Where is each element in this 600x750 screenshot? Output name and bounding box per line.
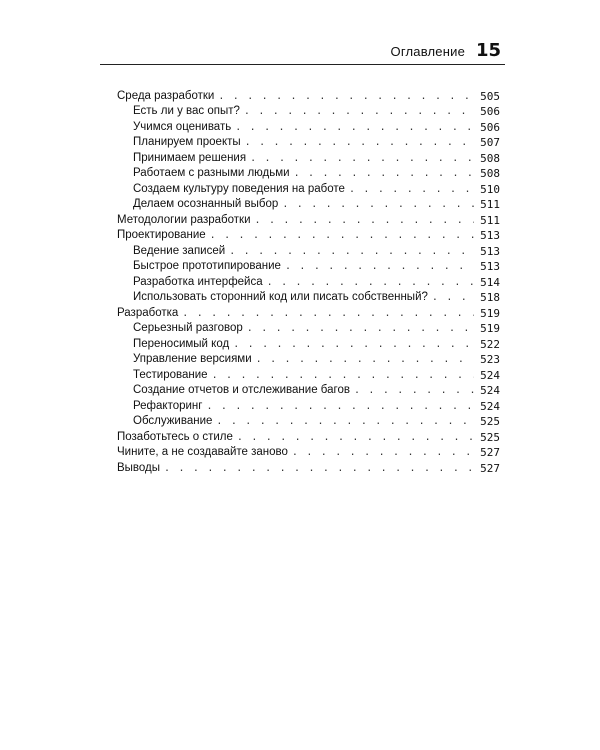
toc-entry-page: 519	[480, 306, 500, 320]
toc-dot-leader	[267, 275, 474, 290]
toc-entry-title: Рефакторинг	[133, 399, 203, 412]
running-header-title: Оглавление	[390, 44, 465, 59]
toc-dot-leader	[206, 399, 474, 414]
toc-entry-title: Планируем проекты	[133, 136, 241, 148]
toc-entry-page: 508	[480, 167, 500, 180]
toc-entry[interactable]	[117, 259, 500, 275]
toc-dot-leader	[218, 89, 474, 104]
toc-dot-leader	[237, 430, 474, 445]
toc-entry-title: Работаем с разными людьми	[133, 167, 290, 179]
toc-entry-page: 511	[480, 213, 500, 227]
toc-entry-title: Делаем осознанный выбор	[133, 198, 279, 210]
toc-entry-title: Методологии разработки	[117, 213, 251, 226]
toc-entry-title: Выводы	[117, 461, 161, 474]
toc-entry-title: Учимся оценивать	[133, 120, 232, 133]
toc-dot-leader	[256, 352, 474, 367]
toc-entry-page: 524	[480, 384, 500, 397]
toc-entry[interactable]	[117, 460, 500, 476]
toc-dot-leader	[229, 244, 474, 259]
toc-entry-title: Создаем культуру поведения на работе	[133, 182, 345, 195]
toc-entry-page: 524	[480, 399, 500, 413]
toc-entry[interactable]	[117, 367, 500, 383]
toc-dot-leader	[216, 414, 474, 429]
toc-entry-page: 513	[480, 229, 500, 242]
toc-entry-page: 518	[480, 291, 500, 304]
toc-entry-title: Управление версиями	[133, 353, 252, 365]
toc-entry[interactable]	[117, 321, 500, 337]
toc-dot-leader	[212, 368, 474, 383]
toc-entry-title: Быстрое прототипирование	[133, 260, 281, 272]
toc-entry-title: Есть ли у вас опыт?	[133, 105, 240, 117]
toc-entry-title: Позаботьтесь о стиле	[117, 430, 233, 443]
toc-entry-page: 519	[480, 322, 500, 335]
toc-entry[interactable]	[117, 429, 500, 445]
toc-entry-page: 513	[480, 244, 500, 258]
toc-dot-leader	[182, 306, 474, 321]
toc-entry[interactable]	[117, 352, 500, 368]
toc-dot-leader	[247, 321, 474, 336]
toc-entry-title: Ведение записей	[133, 244, 226, 257]
toc-entry[interactable]	[117, 135, 500, 151]
toc-entry-page: 511	[480, 198, 500, 211]
toc-entry[interactable]	[117, 336, 500, 352]
toc-entry[interactable]	[117, 383, 500, 399]
toc-entry-page: 505	[480, 89, 500, 103]
toc-dot-leader	[245, 135, 474, 150]
toc-entry[interactable]	[117, 212, 500, 228]
toc-entry[interactable]	[117, 414, 500, 430]
toc-entry-title: Принимаем решения	[133, 151, 247, 164]
toc-dot-leader	[233, 337, 474, 352]
toc-dot-leader	[210, 228, 474, 243]
toc-dot-leader	[349, 182, 474, 197]
toc-dot-leader	[255, 213, 474, 228]
toc-entry-page: 508	[480, 151, 500, 165]
toc-entry[interactable]	[117, 398, 500, 414]
toc-entry[interactable]	[117, 119, 500, 135]
toc-entry-title: Серьезный разговор	[133, 322, 243, 334]
toc-entry-page: 510	[480, 182, 500, 196]
toc-dot-leader	[282, 197, 474, 212]
toc-entry[interactable]	[117, 88, 500, 104]
toc-entry-page: 525	[480, 430, 500, 444]
toc-entry-page: 506	[480, 105, 500, 118]
toc-entry[interactable]	[117, 166, 500, 182]
toc-dot-leader	[432, 290, 474, 305]
table-of-contents	[117, 88, 500, 476]
toc-entry-page: 527	[480, 461, 500, 475]
toc-entry-page: 506	[480, 120, 500, 134]
toc-dot-leader	[244, 104, 474, 119]
toc-entry-page: 507	[480, 136, 500, 149]
toc-entry-page: 527	[480, 446, 500, 459]
toc-entry[interactable]	[117, 274, 500, 290]
toc-entry-title: Проектирование	[117, 229, 206, 241]
toc-dot-leader	[354, 383, 474, 398]
toc-entry-title: Разработка интерфейса	[133, 275, 263, 288]
toc-dot-leader	[235, 120, 474, 135]
toc-entry[interactable]	[117, 305, 500, 321]
toc-entry-page: 514	[480, 275, 500, 289]
toc-entry-page: 523	[480, 353, 500, 366]
toc-entry[interactable]	[117, 445, 500, 461]
toc-entry-page: 522	[480, 337, 500, 351]
toc-entry[interactable]	[117, 243, 500, 259]
running-header	[100, 36, 505, 65]
toc-entry[interactable]	[117, 181, 500, 197]
toc-dot-leader	[250, 151, 474, 166]
toc-entry-page: 513	[480, 260, 500, 273]
toc-dot-leader	[292, 445, 474, 460]
toc-entry[interactable]	[117, 228, 500, 244]
toc-entry[interactable]	[117, 197, 500, 213]
toc-entry[interactable]	[117, 150, 500, 166]
toc-dot-leader	[294, 166, 474, 181]
toc-entry[interactable]	[117, 290, 500, 306]
toc-dot-leader	[164, 461, 474, 476]
toc-entry-page: 524	[480, 368, 500, 382]
toc-entry-page: 525	[480, 415, 500, 428]
toc-entry-title: Среда разработки	[117, 89, 215, 102]
toc-entry-title: Обслуживание	[133, 415, 213, 427]
toc-entry-title: Использовать сторонний код или писать собственный?	[133, 291, 428, 303]
toc-entry[interactable]	[117, 104, 500, 120]
toc-entry-title: Переносимый код	[133, 337, 230, 350]
toc-entry-title: Создание отчетов и отслеживание багов	[133, 384, 350, 396]
toc-entry-title: Тестирование	[133, 368, 208, 381]
toc-entry-title: Чините, а не создавайте заново	[117, 446, 288, 458]
toc-entry-title: Разработка	[117, 306, 179, 319]
page-number: 15	[475, 40, 501, 61]
toc-dot-leader	[285, 259, 474, 274]
